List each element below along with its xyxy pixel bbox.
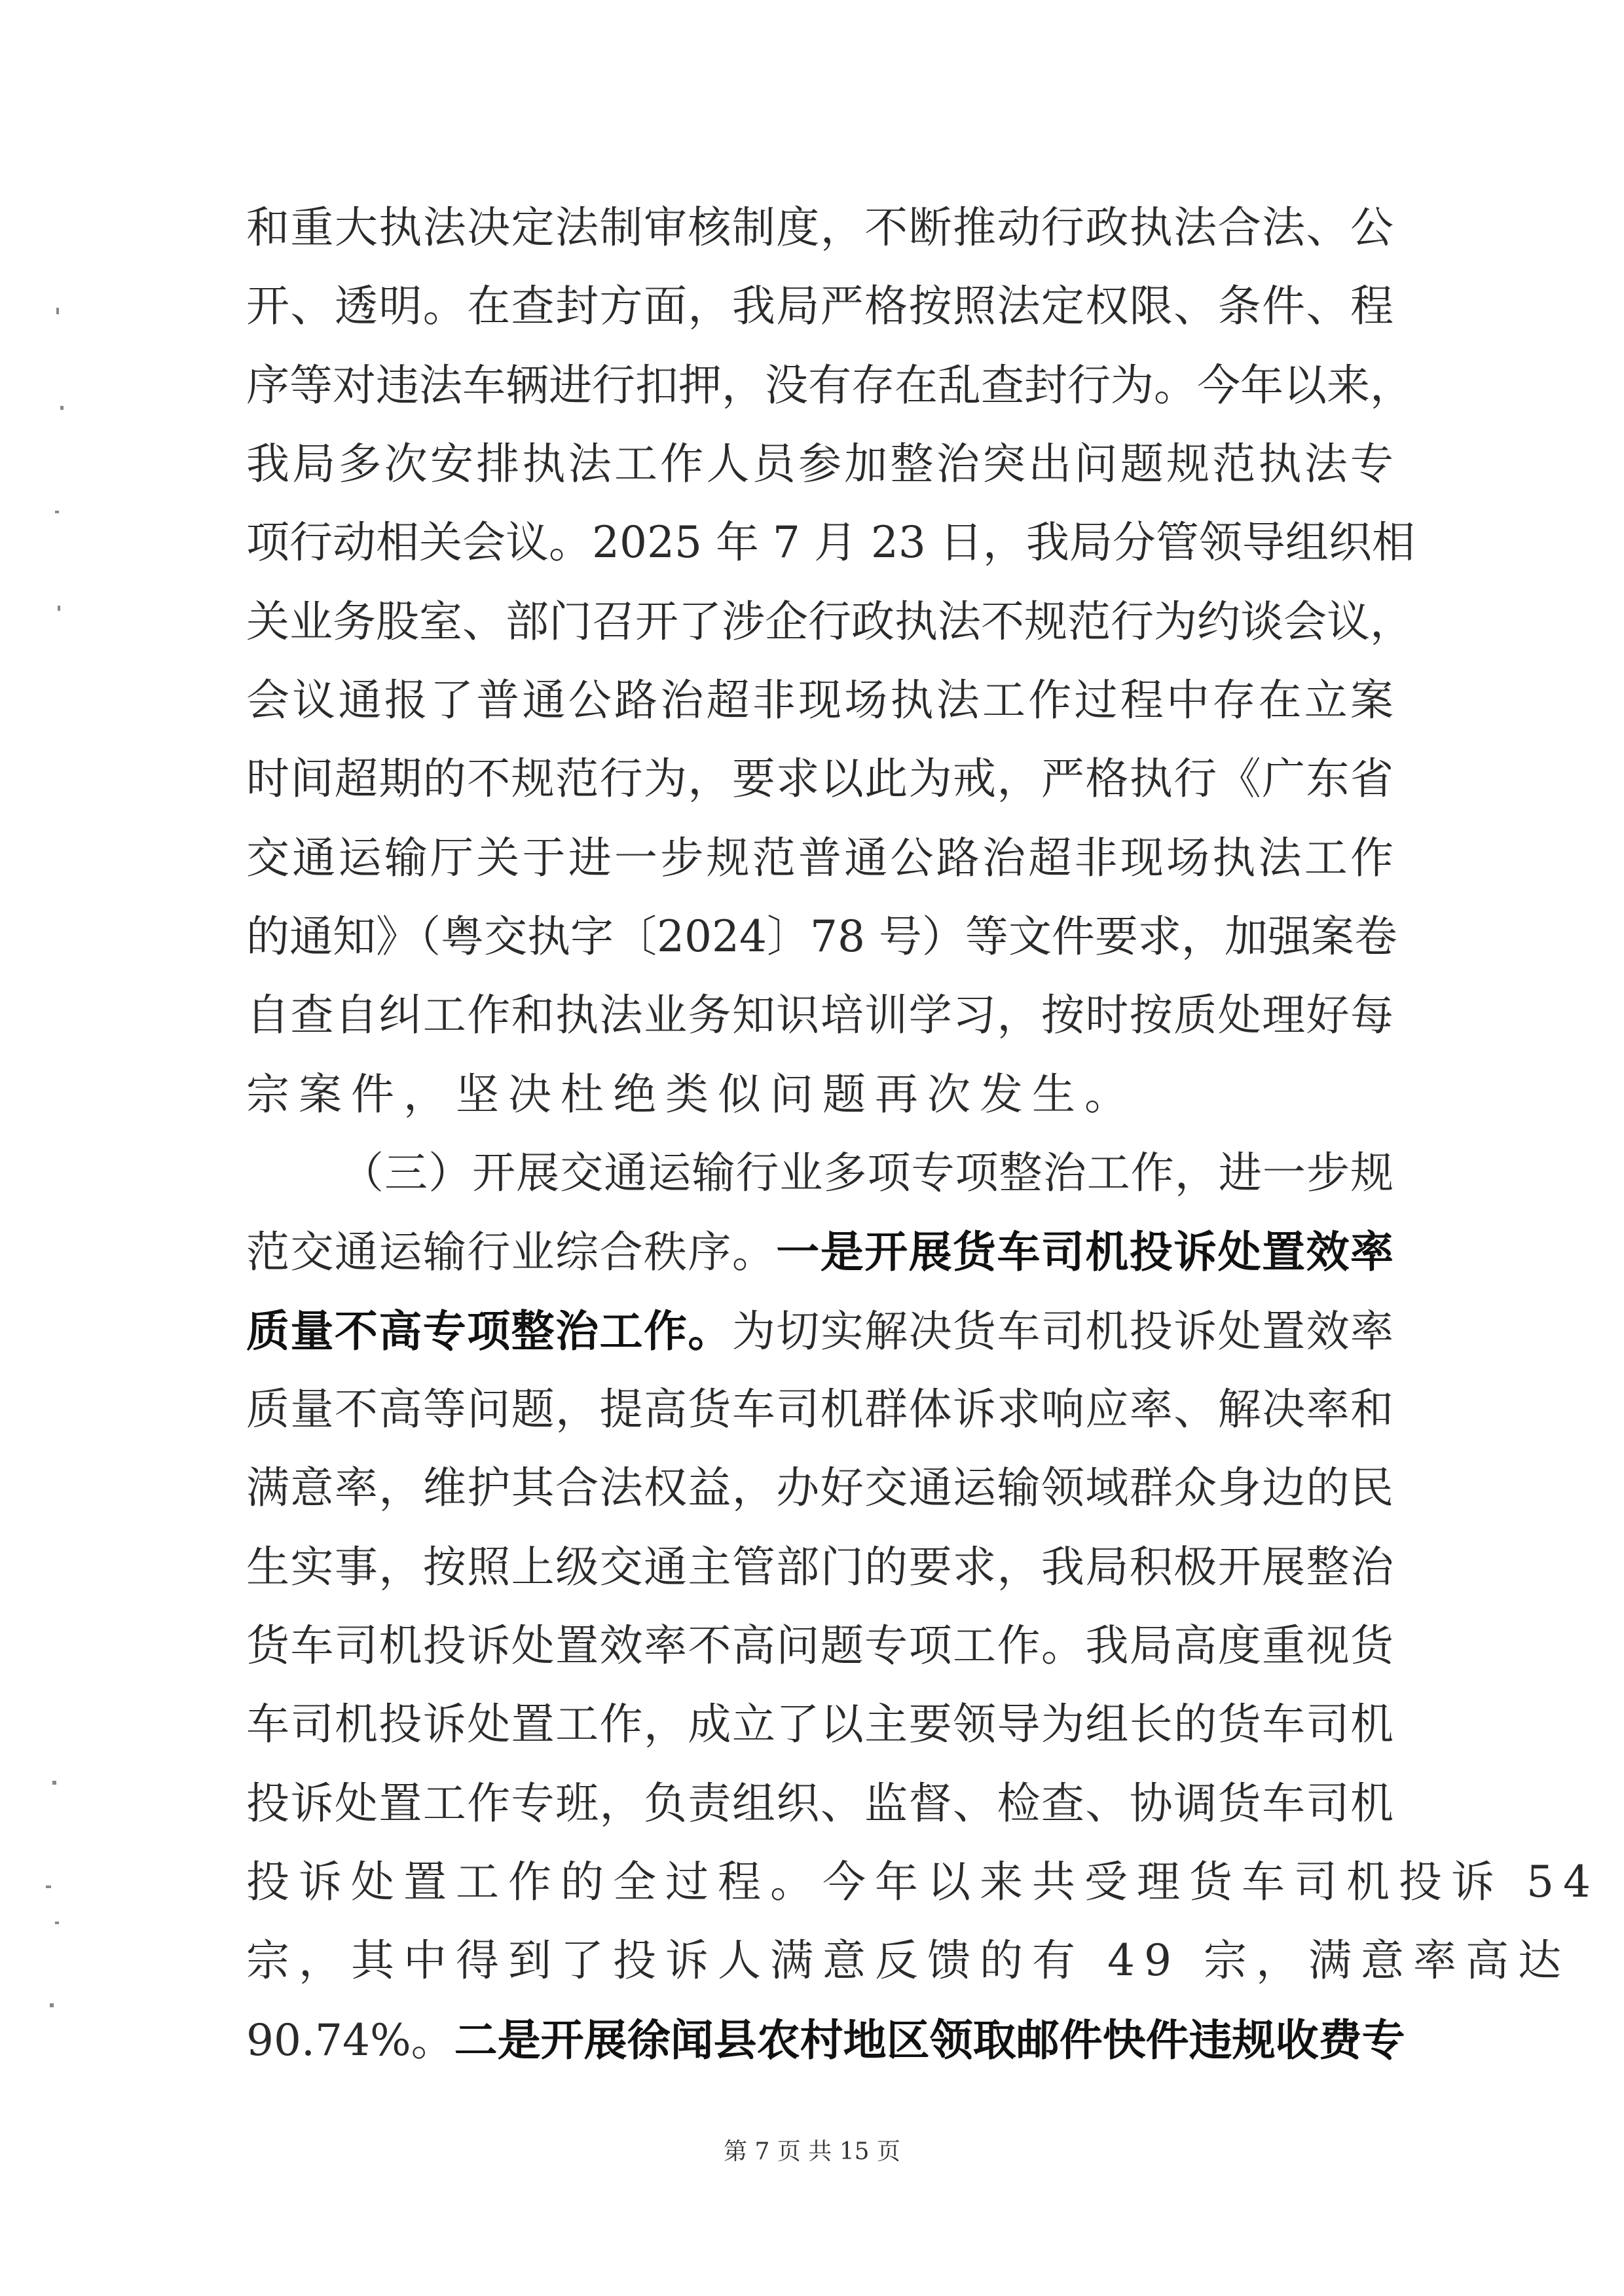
text-segment: 序等对违法车辆进行扣押，没有存在乱查封行为。今年以来， bbox=[246, 360, 1413, 410]
scan-artifact bbox=[50, 2003, 54, 2007]
scan-artifact bbox=[58, 606, 60, 611]
text-segment: 为切实解决货车司机投诉处置效率 bbox=[731, 1306, 1394, 1357]
scan-artifact bbox=[52, 1781, 56, 1785]
bold-text-segment: 二是开展徐闻县农村地区领取邮件快件违规收费专 bbox=[454, 2014, 1405, 2066]
text-segment: 货车司机投诉处置效率不高问题专项工作。我局高度重视货 bbox=[246, 1620, 1393, 1671]
text-segment: 开、透明。在查封方面，我局严格按照法定权限、条件、程 bbox=[246, 281, 1393, 331]
text-line bbox=[246, 274, 1393, 339]
scan-artifact bbox=[46, 1886, 51, 1888]
text-line bbox=[246, 1928, 1570, 1994]
text-line bbox=[246, 1771, 1393, 1836]
text-line bbox=[246, 746, 1393, 812]
text-line bbox=[246, 1377, 1393, 1442]
text-segment: 90.74%。 bbox=[246, 2015, 454, 2066]
text-line bbox=[246, 668, 1393, 733]
text-line bbox=[246, 904, 1397, 970]
text-segment: 交通运输厅关于进一步规范普通公路治超非现场执法工作 bbox=[246, 833, 1393, 883]
bold-text-segment: 一是开展货车司机投诉处置效率 bbox=[776, 1226, 1394, 1277]
text-line bbox=[246, 431, 1393, 497]
text-line bbox=[246, 589, 1413, 655]
text-line bbox=[246, 1219, 1393, 1285]
text-line bbox=[246, 1613, 1393, 1679]
text-segment: 宗，其中得到了投诉人满意反馈的有 49 宗，满意率高达 bbox=[246, 1935, 1570, 1986]
scan-artifact bbox=[55, 1922, 59, 1924]
text-line bbox=[246, 1535, 1393, 1600]
scan-artifact bbox=[56, 308, 59, 314]
text-segment: 关业务股室、部门召开了涉企行政执法不规范行为约谈会议， bbox=[246, 596, 1413, 647]
text-line bbox=[246, 1455, 1393, 1521]
text-segment: 项行动相关会议。2025 年 7 月 23 日，我局分管领导组织相 bbox=[246, 517, 1415, 568]
text-segment: 会议通报了普通公路治超非现场执法工作过程中存在立案 bbox=[246, 675, 1393, 725]
text-segment: 自查自纠工作和执法业务知识培训学习，按时按质处理好每 bbox=[246, 990, 1393, 1040]
text-segment: 范交通运输行业综合秩序。 bbox=[246, 1227, 777, 1277]
scan-artifact bbox=[55, 511, 59, 513]
text-line bbox=[246, 195, 1393, 261]
page-number-footer: 第 7 页 共 15 页 bbox=[724, 2138, 900, 2165]
text-segment: 时间超期的不规范行为，要求以此为戒，严格执行《广东省 bbox=[246, 754, 1393, 804]
text-segment: （三）开展交通运输行业多项专项整治工作，进一步规 bbox=[341, 1148, 1393, 1198]
text-segment: 投诉处置工作的全过程。今年以来共受理货车司机投诉 54 bbox=[246, 1857, 1600, 1907]
text-line bbox=[246, 2007, 1405, 2073]
text-segment: 宗案件，坚决杜绝类似问题再次发生。 bbox=[246, 1069, 1137, 1120]
text-segment: 生实事，按照上级交通主管部门的要求，我局积极开展整治 bbox=[246, 1542, 1393, 1592]
bold-text-segment: 质量不高专项整治工作。 bbox=[246, 1305, 732, 1357]
text-line bbox=[246, 1298, 1393, 1364]
text-line bbox=[246, 826, 1393, 891]
text-line bbox=[246, 510, 1415, 575]
text-segment: 质量不高等问题，提高货车司机群体诉求响应率、解决率和 bbox=[246, 1384, 1393, 1434]
scan-artifact bbox=[60, 406, 64, 410]
text-segment: 满意率，维护其合法权益，办好交通运输领域群众身边的民 bbox=[246, 1463, 1393, 1513]
text-line bbox=[246, 1850, 1600, 1915]
text-line bbox=[246, 353, 1413, 418]
text-segment: 的通知》（粤交执字〔2024〕78 号）等文件要求，加强案卷 bbox=[246, 911, 1397, 962]
text-segment: 我局多次安排执法工作人员参加整治突出问题规范执法专 bbox=[246, 439, 1393, 489]
text-line bbox=[246, 1062, 1393, 1127]
text-segment: 车司机投诉处置工作，成立了以主要领导为组长的货车司机 bbox=[246, 1699, 1393, 1749]
text-line bbox=[246, 1692, 1393, 1757]
text-line bbox=[246, 983, 1393, 1048]
section-heading-line bbox=[341, 1140, 1393, 1206]
text-segment: 投诉处置工作专班，负责组织、监督、检查、协调货车司机 bbox=[246, 1778, 1393, 1829]
text-segment: 和重大执法决定法制审核制度，不断推动行政执法合法、公 bbox=[246, 202, 1393, 253]
